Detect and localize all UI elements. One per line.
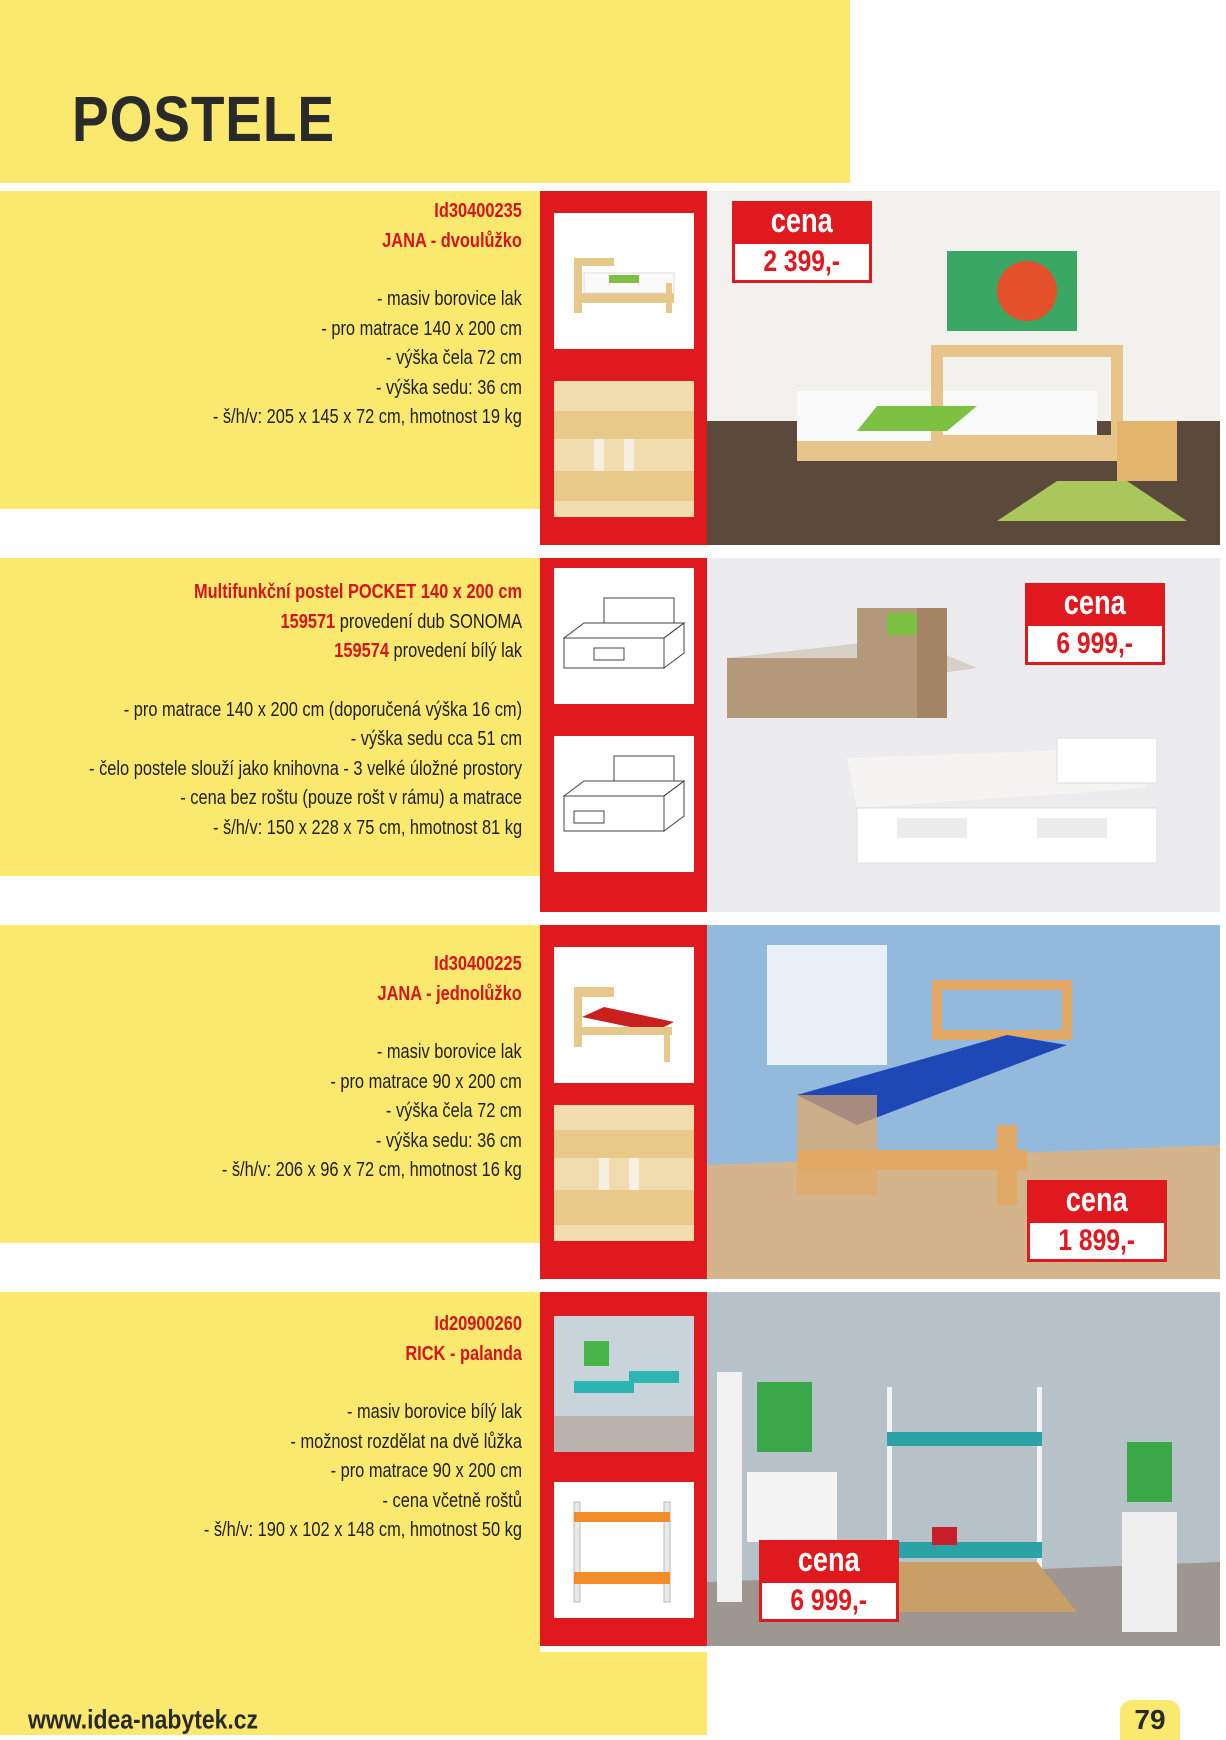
product-1-text xyxy=(145,197,522,433)
product-2-text xyxy=(0,578,522,843)
feature-line: - pro matrace 140 x 200 cm xyxy=(321,317,522,340)
product-name: JANA - dvoulůžko xyxy=(382,229,522,252)
product-3-text xyxy=(156,950,522,1186)
price-label: cena xyxy=(759,1540,899,1580)
feature-line: - š/h/v: 206 x 96 x 72 cm, hmotnost 16 kg xyxy=(222,1159,522,1181)
footer-url[interactable]: www.idea-nabytek.cz xyxy=(28,1704,259,1735)
price-label: cena xyxy=(732,201,872,241)
price-tag xyxy=(1025,583,1165,665)
bed-thumbnail xyxy=(554,947,694,1083)
product-3-thumb-strip xyxy=(540,925,712,1279)
price-tag xyxy=(759,1540,899,1622)
headboard-detail-thumbnail xyxy=(554,1105,694,1241)
feature-line: - výška čela 72 cm xyxy=(386,347,522,369)
feature-line: - výška sedu cca 51 cm xyxy=(350,728,522,750)
bed-thumbnail xyxy=(554,213,694,349)
feature-line: - výška sedu: 36 cm xyxy=(376,1129,522,1152)
feature-line: - cena bez roštu (pouze rošt v rámu) a matrace xyxy=(180,787,522,809)
product-2-text-panel xyxy=(0,558,540,876)
page-number-box xyxy=(1120,1700,1180,1740)
product-code: Id30400225 xyxy=(434,953,522,975)
drawing-thumbnail xyxy=(554,568,694,704)
product-2-thumb-strip xyxy=(540,558,712,912)
product-name: JANA - jednolůžko xyxy=(377,982,522,1005)
feature-line: - š/h/v: 205 x 145 x 72 cm, hmotnost 19 kg xyxy=(212,406,522,428)
product-2-photo xyxy=(707,558,1220,912)
feature-line: - pro matrace 90 x 200 cm xyxy=(330,1070,522,1093)
feature-line: - výška sedu: 36 cm xyxy=(376,376,522,399)
feature-line: - možnost rozdělat na dvě lůžka xyxy=(290,1430,522,1453)
bed-thumbnail xyxy=(554,1316,694,1452)
page-number: 79 xyxy=(1134,1704,1166,1735)
feature-line: - cena včetně roštů xyxy=(382,1489,522,1512)
price-tag xyxy=(1027,1180,1167,1262)
price-value: 6 999,- xyxy=(759,1580,899,1622)
price-label: cena xyxy=(1027,1180,1167,1220)
feature-line: - výška čela 72 cm xyxy=(386,1100,522,1122)
product-1-text-panel xyxy=(0,191,540,509)
product-3-photo xyxy=(707,925,1220,1279)
feature-line: - masiv borovice lak xyxy=(377,1041,522,1063)
product-4-thumb-strip xyxy=(540,1292,712,1646)
bunk-bed-thumbnail xyxy=(554,1482,694,1618)
feature-line: - pro matrace 140 x 200 cm (doporučená výška 16 cm) xyxy=(123,698,522,721)
product-4-text xyxy=(134,1310,522,1546)
feature-line: - masiv borovice bílý lak xyxy=(347,1401,522,1423)
price-value: 6 999,- xyxy=(1025,623,1165,665)
feature-line: - š/h/v: 190 x 102 x 148 cm, hmotnost 50 kg xyxy=(203,1519,522,1541)
product-3-text-panel xyxy=(0,925,540,1243)
feature-line: - masiv borovice lak xyxy=(377,288,522,310)
price-value: 2 399,- xyxy=(732,241,872,283)
product-name: RICK - palanda xyxy=(405,1342,522,1365)
product-code: Id20900260 xyxy=(434,1313,522,1335)
feature-line: - čelo postele slouží jako knihovna - 3 velké úložné prostory xyxy=(88,757,522,780)
price-label: cena xyxy=(1025,583,1165,623)
variant-line: 159574 provedení bílý lak xyxy=(334,640,522,662)
product-4-photo xyxy=(707,1292,1220,1646)
product-code: Id30400235 xyxy=(434,200,522,222)
feature-line: - pro matrace 90 x 200 cm xyxy=(330,1460,522,1482)
product-title: Multifunkční postel POCKET 140 x 200 cm xyxy=(193,581,522,603)
headboard-detail-thumbnail xyxy=(554,381,694,517)
price-tag xyxy=(732,201,872,283)
product-1-photo xyxy=(707,191,1220,545)
page-title: POSTELE xyxy=(72,83,335,155)
drawing-thumbnail xyxy=(554,736,694,872)
product-4-text-panel xyxy=(0,1292,540,1652)
feature-line: - š/h/v: 150 x 228 x 75 cm, hmotnost 81 kg xyxy=(212,816,522,839)
variant-line: 159571 provedení dub SONOMA xyxy=(280,610,522,633)
product-1-thumb-strip xyxy=(540,191,712,545)
price-value: 1 899,- xyxy=(1027,1220,1167,1262)
